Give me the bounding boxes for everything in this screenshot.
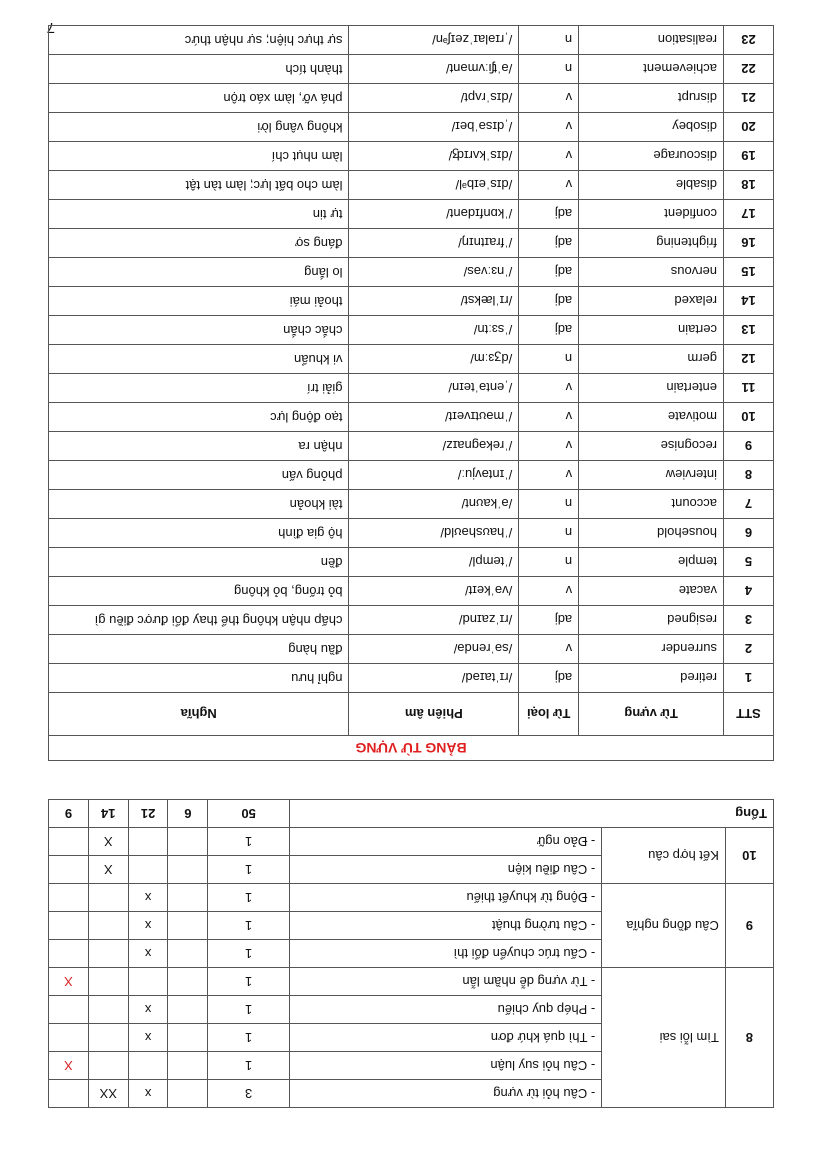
- matrix-level-mark: X: [49, 1052, 89, 1080]
- vocab-ipa: /vəˈkeɪt/: [349, 577, 519, 606]
- vocab-type: v: [519, 577, 579, 606]
- vocab-word: motivate: [579, 403, 724, 432]
- vocab-word: interview: [579, 461, 724, 490]
- vocab-type: v: [519, 84, 579, 113]
- vocab-number: 12: [724, 345, 774, 374]
- vocab-title-row: [49, 736, 774, 761]
- vocab-number: 20: [724, 113, 774, 142]
- vocab-ipa: /ˌrɪəlaɪˈzeɪʃᵊn/: [349, 26, 519, 55]
- vocab-type: adj: [519, 664, 579, 693]
- matrix-level-mark: [168, 996, 208, 1024]
- vocab-meaning: nhận ra: [49, 432, 349, 461]
- matrix-count: 3: [208, 1080, 290, 1108]
- vocab-type: n: [519, 490, 579, 519]
- exam-matrix-table: [48, 799, 774, 1108]
- vocab-number: 16: [724, 229, 774, 258]
- vocab-ipa: /ˈnɜːvəs/: [349, 258, 519, 287]
- vocab-word: account: [579, 490, 724, 519]
- vocab-meaning: bỏ trống, bỏ không: [49, 577, 349, 606]
- matrix-level-mark: [88, 1024, 128, 1052]
- vocab-meaning: vi khuẩn: [49, 345, 349, 374]
- matrix-level-mark: [88, 884, 128, 912]
- matrix-topic: - Từ vựng dễ nhầm lẫn: [289, 968, 601, 996]
- vocab-type: v: [519, 171, 579, 200]
- vocab-row: [49, 432, 774, 461]
- matrix-group-label: Tìm lỗi sai: [602, 968, 726, 1108]
- matrix-count: 1: [208, 912, 290, 940]
- vocab-number: 11: [724, 374, 774, 403]
- vocab-meaning: làm cho bất lực; làm tàn tật: [49, 171, 349, 200]
- vocab-number: 13: [724, 316, 774, 345]
- vocab-ipa: /ˈtempl/: [349, 548, 519, 577]
- vocab-ipa: /səˈrendə/: [349, 635, 519, 664]
- matrix-level-mark: [128, 1052, 168, 1080]
- vocab-word: recognise: [579, 432, 724, 461]
- matrix-body: [49, 800, 774, 1108]
- matrix-item-number: 8: [725, 968, 773, 1108]
- matrix-count: 1: [208, 828, 290, 856]
- vocab-meaning: giải trí: [49, 374, 349, 403]
- vocab-type: n: [519, 55, 579, 84]
- vocab-row: [49, 258, 774, 287]
- vocab-word: achievement: [579, 55, 724, 84]
- matrix-topic: - Đảo ngữ: [289, 828, 601, 856]
- vocab-number: 17: [724, 200, 774, 229]
- vocab-type: n: [519, 26, 579, 55]
- vocab-meaning: không vâng lời: [49, 113, 349, 142]
- vocab-row: [49, 490, 774, 519]
- vocabulary-table: [48, 25, 774, 761]
- matrix-level-mark: [168, 968, 208, 996]
- vocab-row: [49, 345, 774, 374]
- matrix-level-mark: [128, 968, 168, 996]
- header-type: Từ loại: [519, 693, 579, 736]
- matrix-level-mark: [88, 912, 128, 940]
- vocab-meaning: lo lắng: [49, 258, 349, 287]
- vocab-ipa: /dɪsˈkʌrɪʤ/: [349, 142, 519, 171]
- matrix-level-mark: [168, 856, 208, 884]
- matrix-level-mark: [88, 996, 128, 1024]
- matrix-topic: - Câu hỏi suy luận: [289, 1052, 601, 1080]
- vocab-type: adj: [519, 229, 579, 258]
- matrix-level-mark: [49, 884, 89, 912]
- matrix-level-mark: [88, 1052, 128, 1080]
- vocab-ipa: /ˈrekəgnaɪz/: [349, 432, 519, 461]
- vocab-word: retired: [579, 664, 724, 693]
- matrix-row: [49, 856, 774, 884]
- matrix-level-mark: XX: [88, 1080, 128, 1108]
- vocab-type: adj: [519, 200, 579, 229]
- matrix-level-mark: [168, 828, 208, 856]
- vocab-row: [49, 635, 774, 664]
- vocab-type: v: [519, 113, 579, 142]
- matrix-count: 1: [208, 1052, 290, 1080]
- vocab-type: v: [519, 635, 579, 664]
- vocab-type: v: [519, 432, 579, 461]
- matrix-level-mark: [49, 940, 89, 968]
- vocab-row: [49, 519, 774, 548]
- matrix-level-mark: [128, 828, 168, 856]
- vocab-row: [49, 606, 774, 635]
- matrix-level-mark: X: [88, 856, 128, 884]
- vocab-type: n: [519, 519, 579, 548]
- matrix-level-mark: [49, 1080, 89, 1108]
- vocab-row: [49, 171, 774, 200]
- vocab-number: 18: [724, 171, 774, 200]
- vocab-meaning: thành tích: [49, 55, 349, 84]
- matrix-topic: - Cấu trúc chuyển đổi thì: [289, 940, 601, 968]
- vocab-row: [49, 374, 774, 403]
- matrix-level-mark: [168, 912, 208, 940]
- vocab-meaning: tài khoản: [49, 490, 349, 519]
- vocab-number: 2: [724, 635, 774, 664]
- matrix-total-level: 6: [168, 800, 208, 828]
- vocab-meaning: chắc chắn: [49, 316, 349, 345]
- vocab-ipa: /əˈʧiːvmənt/: [349, 55, 519, 84]
- vocab-ipa: /ˌdɪsəˈbeɪ/: [349, 113, 519, 142]
- vocab-meaning: nghỉ hưu: [49, 664, 349, 693]
- vocab-ipa: /dɪsˈeɪbᵊl/: [349, 171, 519, 200]
- matrix-level-mark: x: [128, 884, 168, 912]
- vocab-word: vacate: [579, 577, 724, 606]
- matrix-group-label: Câu đồng nghĩa: [602, 884, 726, 968]
- vocab-type: adj: [519, 287, 579, 316]
- vocab-meaning: đáng sợ: [49, 229, 349, 258]
- vocab-row: [49, 84, 774, 113]
- vocab-type: v: [519, 374, 579, 403]
- matrix-total-row: [49, 800, 774, 828]
- vocab-ipa: /ˈsɜːtn/: [349, 316, 519, 345]
- vocab-meaning: phỏng vấn: [49, 461, 349, 490]
- vocab-number: 8: [724, 461, 774, 490]
- vocab-word: household: [579, 519, 724, 548]
- vocab-ipa: /əˈkaʊnt/: [349, 490, 519, 519]
- vocab-word: nervous: [579, 258, 724, 287]
- vocab-number: 4: [724, 577, 774, 606]
- vocab-ipa: /ˈhaʊshəʊld/: [349, 519, 519, 548]
- matrix-topic: - Câu hỏi từ vựng: [289, 1080, 601, 1108]
- matrix-level-mark: X: [88, 828, 128, 856]
- vocab-meaning: hộ gia đình: [49, 519, 349, 548]
- vocab-title: BẢNG TỪ VỰNG: [49, 736, 774, 761]
- matrix-level-mark: [128, 856, 168, 884]
- matrix-total-count: 50: [208, 800, 290, 828]
- vocab-row: [49, 200, 774, 229]
- vocab-row: [49, 664, 774, 693]
- matrix-level-mark: [168, 1052, 208, 1080]
- matrix-level-mark: [168, 884, 208, 912]
- vocab-meaning: tự tin: [49, 200, 349, 229]
- vocab-row: [49, 316, 774, 345]
- vocab-word: discourage: [579, 142, 724, 171]
- matrix-item-number: 10: [725, 828, 773, 884]
- vocab-meaning: chấp nhận không thể thay đổi được điều gì: [49, 606, 349, 635]
- matrix-total-level: 14: [88, 800, 128, 828]
- vocab-word: disrupt: [579, 84, 724, 113]
- vocab-meaning: phá vỡ, làm xáo trộn: [49, 84, 349, 113]
- vocab-row: [49, 548, 774, 577]
- matrix-level-mark: x: [128, 1080, 168, 1108]
- vocab-word: surrender: [579, 635, 724, 664]
- vocab-ipa: /ˈɪntəvjuː/: [349, 461, 519, 490]
- vocab-number: 5: [724, 548, 774, 577]
- matrix-topic: - Câu tường thuật: [289, 912, 601, 940]
- vocab-word: temple: [579, 548, 724, 577]
- vocab-ipa: /ˈməʊtɪveɪt/: [349, 403, 519, 432]
- vocab-word: realisation: [579, 26, 724, 55]
- page-number: 7: [46, 19, 55, 36]
- matrix-row: [49, 1080, 774, 1108]
- matrix-item-number: 9: [725, 884, 773, 968]
- matrix-total-label: Tổng: [289, 800, 773, 828]
- matrix-count: 1: [208, 856, 290, 884]
- matrix-topic: - Động từ khuyết thiếu: [289, 884, 601, 912]
- matrix-level-mark: [49, 996, 89, 1024]
- header-word: Từ vựng: [579, 693, 724, 736]
- matrix-level-mark: [88, 968, 128, 996]
- vocab-word: germ: [579, 345, 724, 374]
- vocab-row: [49, 142, 774, 171]
- matrix-total-level: 9: [49, 800, 89, 828]
- vocab-ipa: /dʒɜːm/: [349, 345, 519, 374]
- vocab-type: adj: [519, 258, 579, 287]
- vocab-number: 22: [724, 55, 774, 84]
- vocab-meaning: sự thực hiện; sự nhận thức: [49, 26, 349, 55]
- vocab-number: 7: [724, 490, 774, 519]
- matrix-topic: - Phép quy chiếu: [289, 996, 601, 1024]
- vocab-type: v: [519, 461, 579, 490]
- vocab-number: 9: [724, 432, 774, 461]
- matrix-level-mark: x: [128, 940, 168, 968]
- matrix-level-mark: x: [128, 1024, 168, 1052]
- vocab-number: 21: [724, 84, 774, 113]
- vocab-header-row: [49, 693, 774, 736]
- vocab-word: frightening: [579, 229, 724, 258]
- matrix-level-mark: [49, 912, 89, 940]
- matrix-level-mark: x: [128, 912, 168, 940]
- vocab-meaning: thoải mái: [49, 287, 349, 316]
- vocab-meaning: làm nhụt chí: [49, 142, 349, 171]
- vocab-row: [49, 113, 774, 142]
- vocab-row: [49, 229, 774, 258]
- vocab-number: 15: [724, 258, 774, 287]
- matrix-level-mark: x: [128, 996, 168, 1024]
- header-ipa: Phiên âm: [349, 693, 519, 736]
- vocab-word: relaxed: [579, 287, 724, 316]
- vocab-type: n: [519, 345, 579, 374]
- vocab-ipa: /dɪsˈrʌpt/: [349, 84, 519, 113]
- matrix-count: 1: [208, 1024, 290, 1052]
- vocab-ipa: /rɪˈlækst/: [349, 287, 519, 316]
- vocab-row: [49, 26, 774, 55]
- vocab-number: 6: [724, 519, 774, 548]
- matrix-level-mark: [168, 940, 208, 968]
- vocab-row: [49, 55, 774, 84]
- vocab-meaning: tạo động lực: [49, 403, 349, 432]
- vocab-number: 19: [724, 142, 774, 171]
- header-stt: STT: [724, 693, 774, 736]
- matrix-level-mark: X: [49, 968, 89, 996]
- vocab-type: adj: [519, 316, 579, 345]
- vocab-row: [49, 287, 774, 316]
- vocab-number: 1: [724, 664, 774, 693]
- vocab-word: certain: [579, 316, 724, 345]
- vocab-number: 3: [724, 606, 774, 635]
- vocab-row: [49, 461, 774, 490]
- vocab-row: [49, 577, 774, 606]
- matrix-total-level: 21: [128, 800, 168, 828]
- vocab-word: confident: [579, 200, 724, 229]
- vocab-type: v: [519, 142, 579, 171]
- matrix-level-mark: [168, 1024, 208, 1052]
- matrix-topic: - Câu điều kiện: [289, 856, 601, 884]
- vocab-word: entertain: [579, 374, 724, 403]
- matrix-row: [49, 940, 774, 968]
- vocab-word: disable: [579, 171, 724, 200]
- vocab-ipa: /ˌentəˈteɪn/: [349, 374, 519, 403]
- header-meaning: Nghĩa: [49, 693, 349, 736]
- matrix-topic: - Thì quá khứ đơn: [289, 1024, 601, 1052]
- matrix-level-mark: [49, 856, 89, 884]
- vocab-word: disobey: [579, 113, 724, 142]
- vocab-number: 14: [724, 287, 774, 316]
- matrix-level-mark: [49, 828, 89, 856]
- vocab-row: [49, 403, 774, 432]
- vocab-ipa: /rɪˈzaɪnd/: [349, 606, 519, 635]
- vocab-body: [49, 26, 774, 693]
- vocab-meaning: đầu hàng: [49, 635, 349, 664]
- matrix-count: 1: [208, 968, 290, 996]
- vocab-number: 10: [724, 403, 774, 432]
- matrix-group-label: Kết hợp câu: [602, 828, 726, 884]
- matrix-level-mark: [168, 1080, 208, 1108]
- vocab-type: adj: [519, 606, 579, 635]
- matrix-count: 1: [208, 996, 290, 1024]
- vocab-word: resigned: [579, 606, 724, 635]
- matrix-level-mark: [49, 1024, 89, 1052]
- vocab-type: v: [519, 403, 579, 432]
- vocab-meaning: đền: [49, 548, 349, 577]
- matrix-level-mark: [88, 940, 128, 968]
- matrix-count: 1: [208, 940, 290, 968]
- vocab-ipa: /rɪˈtaɪəd/: [349, 664, 519, 693]
- vocab-number: 23: [724, 26, 774, 55]
- vocab-type: n: [519, 548, 579, 577]
- vocab-ipa: /ˈfraɪtnɪŋ/: [349, 229, 519, 258]
- matrix-count: 1: [208, 884, 290, 912]
- vocab-ipa: /ˈkɒnfɪdənt/: [349, 200, 519, 229]
